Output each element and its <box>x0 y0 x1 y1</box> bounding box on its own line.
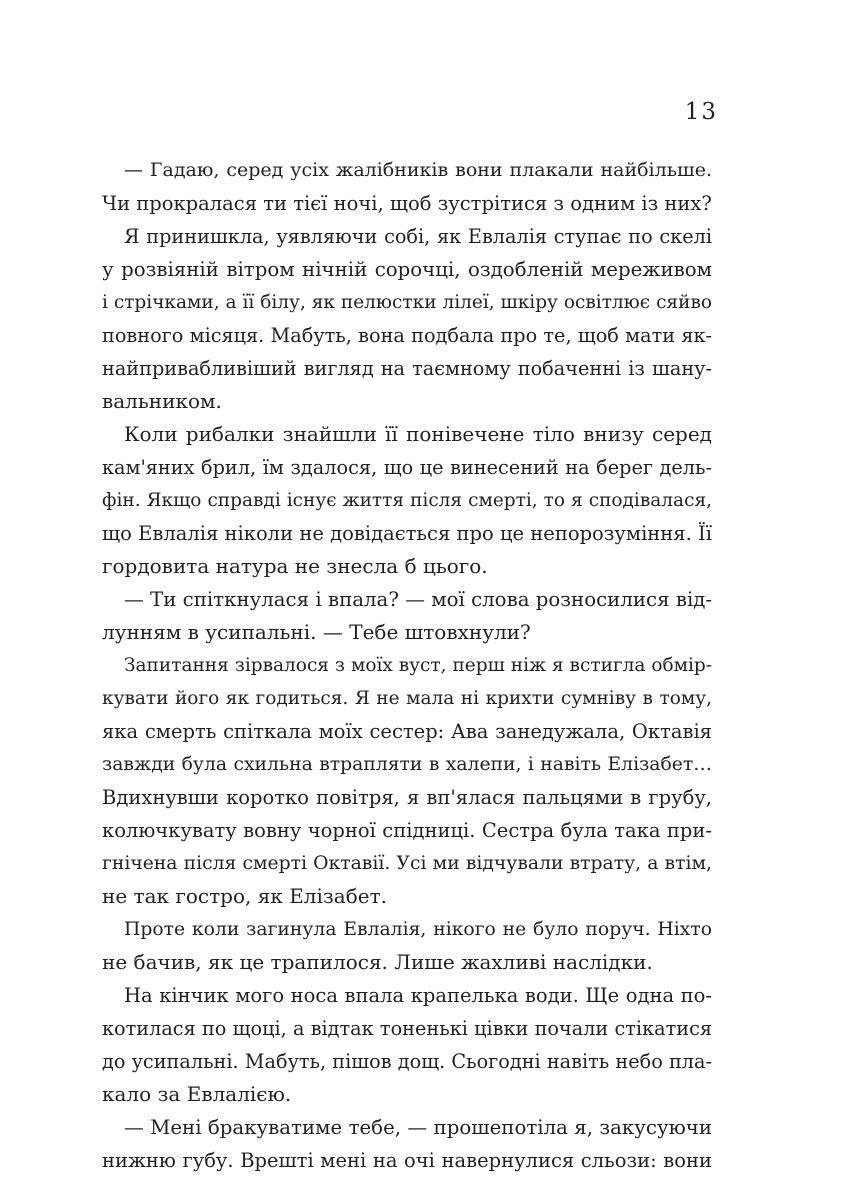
text-line: що Евлалія ніколи не довідається про це непорозуміння. Її <box>102 522 712 545</box>
text-line: котилася по щоці, а відтак тоненькі цівки почали стікатися <box>102 1017 712 1040</box>
paragraph <box>102 583 712 649</box>
text-line: На кінчик мого носа впала крапелька води. Ще одна по- <box>124 984 712 1007</box>
text-line: нижню губу. Врешті мені на очі навернулися сльози: вони <box>102 1149 712 1172</box>
text-line: вальником. <box>102 389 222 413</box>
paragraph <box>102 220 712 418</box>
text-line: яка смерть спіткала моїх сестер: Ава занедужала, Октавія <box>102 720 712 743</box>
text-line: Чи прокралася ти тієї ночі, щоб зустрітися з одним із них? <box>102 192 712 215</box>
text-line: колючкувату вовну чорної спідниці. Сестра була така при- <box>102 819 712 842</box>
text-line: і стрічками, а її білу, як пелюстки лілеї, шкіру освітлює сяйво <box>102 292 712 313</box>
paragraph <box>102 1111 712 1177</box>
text-line: Вдихнувши коротко повітря, я вп'ялася пальцями в грубу, <box>102 786 712 809</box>
text-line: Проте коли загинула Евлалія, нікого не було поруч. Ніхто <box>124 919 712 940</box>
text-line: — Гадаю, серед усіх жалібників вони плакали найбільше. <box>124 159 712 181</box>
text-line: не бачив, як це трапилося. Лише жахливі наслідки. <box>102 950 653 974</box>
paragraph <box>102 649 712 913</box>
text-line: завжди була схильна втрапляти в халепи, і навіть Елізабет… <box>102 754 712 775</box>
text-line: — Ти спіткнулася і впала? — мої слова розносилися від- <box>124 588 713 611</box>
text-line: фін. Якщо справді існує життя після смерті, то я сподівалася, <box>102 490 712 511</box>
text-line: до усипальні. Мабуть, пішов дощ. Сьогодні навіть небо пла- <box>102 1050 712 1073</box>
book-text <box>102 154 712 1177</box>
text-line: Коли рибалки знайшли її понівечене тіло внизу серед <box>124 422 712 446</box>
text-line: не так гостро, як Елізабет. <box>102 884 388 908</box>
text-line: кам'яних брил, їм здалося, що це винесений на берег дель- <box>102 456 712 479</box>
text-line: найпривабливіший вигляд на таємному побаченні із шану- <box>102 357 712 380</box>
text-line: Я принишкла, уявляючи собі, як Евлалія ступає по скелі <box>124 225 712 248</box>
text-line: у розвіяній вітром нічній сорочці, оздобленій мереживом <box>102 258 712 281</box>
text-line: гнічена після смерті Октавії. Усі ми відчували втрату, а втім, <box>102 853 712 874</box>
paragraph <box>102 418 712 583</box>
text-line: — Мені бракуватиме тебе, — прошепотіла я, закусуючи <box>124 1116 712 1139</box>
text-line: кувати його як годиться. Я не мала ні крихти сумніву в тому, <box>102 688 712 709</box>
text-line: лунням в усипальні. — Тебе штовхнули? <box>102 620 531 644</box>
paragraph <box>102 979 712 1111</box>
text-line: Запитання зірвалося з моїх вуст, перш ніж я встигла обмір- <box>124 655 712 676</box>
text-line: гордовита натура не знесла б цього. <box>102 554 488 578</box>
text-line: кало за Евлалією. <box>102 1082 292 1106</box>
paragraph <box>102 913 712 979</box>
text-line: повного місяця. Мабуть, вона подбала про те, щоб мати як- <box>102 324 712 347</box>
paragraph <box>102 154 712 220</box>
page-number: 13 <box>684 99 718 125</box>
